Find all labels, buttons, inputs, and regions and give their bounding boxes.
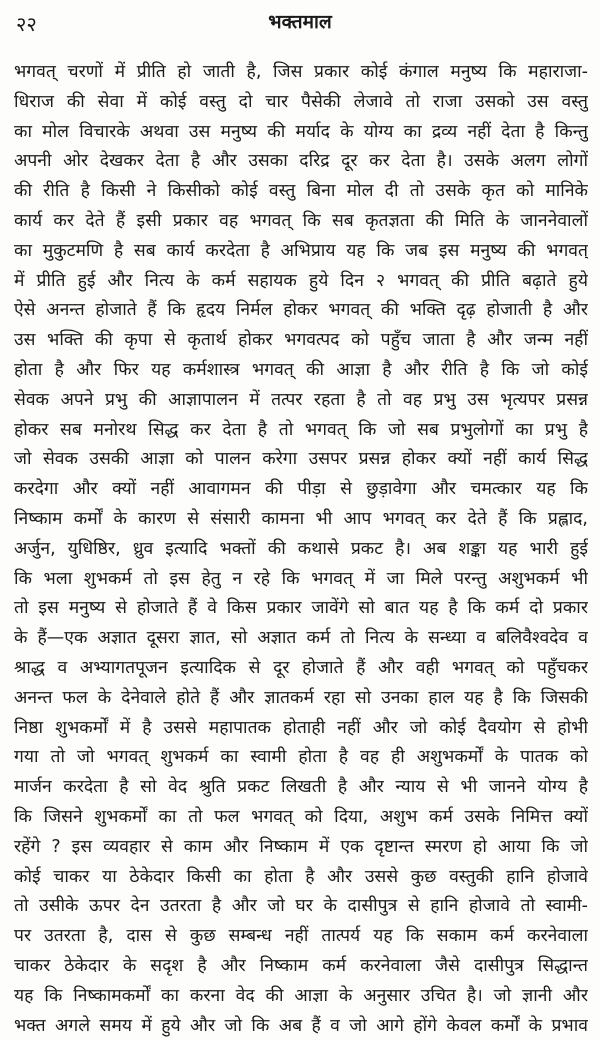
text-line: भक्त अगले समय में हुये और जो कि अब हैं व जो आगे होंगे केवल कर्मों के प्रभाव [14, 1012, 588, 1041]
text-line: निष्काम कर्मों के कारण से संसारी कामना भी आप भगवत् कर देते हैं कि प्रह्लाद, [14, 505, 588, 535]
text-line: गया तो जो भगवत् शुभकर्म का स्वामी होता है वह ही अशुभकर्मों के पातक को [14, 743, 588, 773]
text-line: का मोल विचारके अथवा उस मनुष्य की मर्याद के योग्य का द्रव्य नहीं देता है किन्तु [14, 118, 588, 148]
text-line: होता है और फिर यह कर्मशास्त्र भगवत् की आज्ञा है और रीति है कि जो कोई [14, 356, 588, 386]
text-line: होकर सब मनोरथ सिद्ध कर देता है तो भगवत् कि जो सब प्रभुलोगों का प्रभु है [14, 416, 588, 446]
text-line: के हैं—एक अज्ञात दूसरा ज्ञात, सो अज्ञात कर्म तो नित्य के सन्ध्या व बलिवैश्वदेव व [14, 624, 588, 654]
text-line: धिराज की सेवा में कोई वस्तु दो चार पैसेकी लेजावे तो राजा उसको उस वस्तु [14, 88, 588, 118]
text-line: ऐसे अनन्त होजाते हैं कि हृदय निर्मल होकर भगवत् की भक्ति दृढ़ होजाती है और [14, 296, 588, 326]
text-line: कोई चाकर या ठेकेदार किसी का होता है और उससे कुछ वस्तुकी हानि होजावे [14, 863, 588, 893]
text-line: पर उतरता है, दास से कुछ सम्बन्ध नहीं तात्पर्य यह कि सकाम कर्म करनेवाला [14, 922, 588, 952]
text-line: श्राद्ध व अभ्यागतपूजन इत्यादिक से दूर होजाते हैं और वही भगवत् को पहुँचकर [14, 654, 588, 684]
text-line: कि जिसने शुभकर्मों का तो फल भगवत् को दिया, अशुभ कर्म उसके निमित्त क्यों [14, 803, 588, 833]
text-line: अनन्त फल के देनेवाले होते हैं और ज्ञातकर्म रहा सो उनका हाल यह है कि जिसकी [14, 684, 588, 714]
text-line: का मुकुटमणि है सब कार्य करदेता है अभिप्राय यह कि जब इस मनुष्य की भगवत् [14, 237, 588, 267]
text-line: भगवत् चरणों में प्रीति हो जाती है, जिस प्रकार कोई कंगाल मनुष्य कि महाराजा- [14, 58, 588, 88]
running-title: भक्तमाल [0, 8, 600, 34]
text-line: रहेंगे ? इस व्यवहार से काम और निष्काम में एक दृष्टान्त स्मरण हो आया कि जो [14, 833, 588, 863]
text-line: करदेगा और क्यों नहीं आवागमन की पीड़ा से छुड़ावेगा और चमत्कार यह कि [14, 475, 588, 505]
text-line: अपनी ओर देखकर देता है और उसका दरिद्र दूर कर देता है। उसके अलग लोगों [14, 147, 588, 177]
text-line: उस भक्ति की कृपा से कृतार्थ होकर भगवत्पद को पहुँच जाता है और जन्म नहीं [14, 326, 588, 356]
text-line: यह कि निष्कामकर्मों का करना वेद की आज्ञा के अनुसार उचित है। जो ज्ञानी और [14, 982, 588, 1012]
page-number: २२ [16, 10, 37, 37]
text-line: तो इस मनुष्य से होजाते हैं वे किस प्रकार जावेंगे सो बात यह है कि कर्म दो प्रकार [14, 594, 588, 624]
text-line: में प्रीति हुई और नित्य के कर्म सहायक हुये दिन २ भगवत् की प्रीति बढ़ाते हुये [14, 267, 588, 297]
text-line: कि भला शुभकर्म तो इस हेतु न रहे कि भगवत् में जा मिले परन्तु अशुभकर्म भी [14, 565, 588, 595]
text-line: मार्जन करदेता है सो वेद श्रुति प्रकट लिखती है और न्याय से भी जानने योग्य है [14, 773, 588, 803]
text-line: तो उसीके ऊपर देन उतरता है और जो घर के दासीपुत्र से हानि होजावे तो स्वामी- [14, 892, 588, 922]
text-line: अर्जुन, युधिष्ठिर, ध्रुव इत्यादि भक्तों की कथासे प्रकट है। अब शङ्का यह भारी हुई [14, 535, 588, 565]
text-line: जो सेवक उसकी आज्ञा को पालन करेगा उसपर प्रसन्न होकर क्यों नहीं कार्य सिद्ध [14, 445, 588, 475]
text-line: निष्ठा शुभकर्मों में है उससे महापातक होताही नहीं और जो कोई दैवयोग से होभी [14, 714, 588, 744]
text-line: सेवक अपने प्रभु की आज्ञापालन में तत्पर रहता है तो वह प्रभु उस भृत्यपर प्रसन्न [14, 386, 588, 416]
text-line: की रीति है किसी ने किसीको कोई वस्तु बिना मोल दी तो उसके कृत को मानिके [14, 177, 588, 207]
text-line: चाकर ठेकेदार के सदृश है और निष्काम कर्म करनेवाला जैसे दासीपुत्र सिद्धान्त [14, 952, 588, 982]
page-body-text [14, 58, 588, 1041]
text-line: कार्य कर देते हैं इसी प्रकार वह भगवत् कि सब कृतज्ञता की मिति के जाननेवालों [14, 207, 588, 237]
